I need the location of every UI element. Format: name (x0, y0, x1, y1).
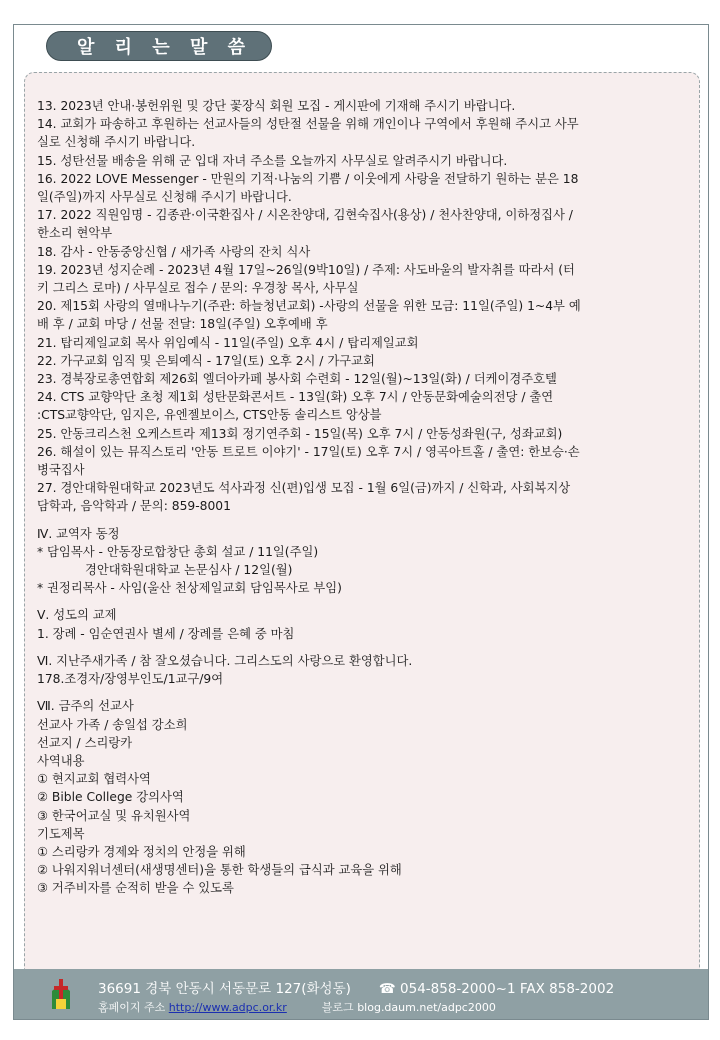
notice-line: 27. 경안대학원대학교 2023년도 석사과정 신(편)입생 모집 - 1월 6일(금)까지 / 신학과, 사회복지상 (37, 481, 571, 496)
notice-line: 20. 제15회 사랑의 열매나누기(주관: 하늘청년교회) -사랑의 선물을 위한 모금: 11일(주일) 1~4부 예 (37, 299, 581, 314)
homepage-link[interactable]: http://www.adpc.or.kr (168, 1001, 287, 1014)
notice-line: 18. 감사 - 안동중앙신협 / 새가족 사랑의 잔치 식사 (37, 244, 311, 259)
list-item: 178.조경자/장영부인도/1교구/9여 (37, 672, 224, 687)
notice-line: :CTS교향악단, 임지은, 유엔젤보이스, CTS안동 솔리스트 앙상블 (37, 408, 382, 423)
section-heading: Ⅵ. 지난주새가족 / 참 잘오셨습니다. 그리스도의 사랑으로 환영합니다. (37, 653, 413, 668)
page-title: 알 리 는 말 씀 (46, 31, 272, 61)
notice-line: 병국집사 (37, 463, 85, 478)
telephone-icon: ☎ (378, 981, 396, 997)
list-item: ③ 거주비자를 순적히 받을 수 있도록 (37, 881, 234, 896)
section-missionary (37, 697, 687, 897)
notice-line: 실로 신청해 주시기 바랍니다. (37, 135, 196, 150)
footer-address-line (98, 977, 614, 997)
notice-line: 16. 2022 LOVE Messenger - 만원의 기적·나눔의 기쁨 / 이웃에게 사랑을 전달하기 원하는 분은 18 (37, 171, 579, 186)
list-item: 기도제목 (37, 826, 85, 841)
section-heading: Ⅳ. 교역자 동정 (37, 526, 120, 541)
list-item: 1. 장례 - 임순연권사 별세 / 장례를 은혜 중 마침 (37, 626, 295, 641)
list-item: 선교지 / 스리랑카 (37, 735, 133, 750)
notice-line: 26. 해설이 있는 뮤직스토리 '안동 트로트 이야기' - 17일(토) 오후 7시 / 영곡아트홀 / 출연: 한보승·손 (37, 444, 580, 459)
phone-text: 054-858-2000~1 FAX 858-2002 (400, 981, 615, 997)
list-item: 선교사 가족 / 송일섭 강소희 (37, 717, 188, 732)
notice-list (37, 97, 687, 516)
notice-line: 13. 2023년 안내·봉헌위원 및 강단 꽃장식 회원 모집 - 게시판에 기재해 주시기 바랍니다. (37, 99, 516, 113)
notice-line: 17. 2022 직원임명 - 김종관·이국환집사 / 시온찬양대, 김현숙집사(용상) / 천사찬양대, 이하정집사 / (37, 208, 573, 223)
section-heading: Ⅴ. 성도의 교제 (37, 608, 117, 623)
bulletin-page (13, 24, 709, 1020)
footer-links-line (98, 999, 496, 1015)
notice-line: 21. 탑리제일교회 목사 위임예식 - 11일(주일) 오후 4시 / 탑리제일교회 (37, 335, 419, 350)
notice-line: 15. 성탄선물 배송을 위해 군 입대 자녀 주소를 오늘까지 사무실로 알려주시기 바랍니다. (37, 153, 508, 168)
notice-line: 19. 2023년 성지순례 - 2023년 4월 17일~26일(9박10일) / 주제: 사도바울의 발자취를 따라서 (터 (37, 262, 575, 277)
homepage-label: 홈페이지 주소 (98, 1001, 166, 1014)
notice-box (24, 72, 700, 984)
notice-line: 일(주일)까지 사무실로 신청해 주시기 바랍니다. (37, 190, 292, 205)
notice-line: 25. 안동크리스천 오케스트라 제13회 정기연주회 - 15일(목) 오후 7시 / 안동성좌원(구, 성좌교회) (37, 426, 563, 441)
section-clergy-news (37, 525, 687, 598)
church-cross-logo-icon (48, 977, 74, 1011)
footer (14, 969, 708, 1019)
list-item: ② 나워지워너센터(새생명센터)을 통한 학생들의 급식과 교육을 위해 (37, 863, 402, 878)
notice-line: 23. 경북장로총연합회 제26회 엘더아카페 봉사회 수련회 - 12일(월)~13일(화) / 더케이경주호텔 (37, 372, 557, 387)
notice-line: 키 그리스 로마) / 사무실로 접수 / 문의: 우경창 목사, 사무실 (37, 281, 359, 296)
list-item: * 담임목사 - 안동장로합창단 총회 설교 / 11일(주일) (37, 544, 319, 559)
list-item: ② Bible College 강의사역 (37, 790, 184, 805)
address-text: 36691 경북 안동시 서동문로 127(화성동) (98, 981, 351, 997)
section-fellowship (37, 606, 687, 642)
list-item: 경안대학원대학교 논문심사 / 12일(월) (85, 563, 293, 578)
notice-line: 한소리 현악부 (37, 226, 113, 241)
notice-line: 담학과, 음악학과 / 문의: 859-8001 (37, 499, 231, 514)
notice-line: 배 후 / 교회 마당 / 선물 전달: 18일(주일) 오후예배 후 (37, 317, 328, 332)
section-new-family (37, 652, 687, 688)
blog-url: blog.daum.net/adpc2000 (357, 1001, 496, 1014)
list-item: ① 스리랑카 경제와 정치의 안정을 위해 (37, 844, 246, 859)
notice-line: 24. CTS 교향악단 초청 제1회 성탄문화콘서트 - 13일(화) 오후 7시 / 안동문화예술의전당 / 출연 (37, 390, 554, 405)
list-item: * 권정리목사 - 사임(울산 천상제일교회 담임목사로 부임) (37, 581, 342, 596)
list-item: 사역내용 (37, 753, 85, 768)
notice-line: 14. 교회가 파송하고 후원하는 선교사들의 성탄절 선물을 위해 개인이나 구역에서 후원해 주시고 사무 (37, 117, 579, 132)
list-item: ① 현지교회 협력사역 (37, 772, 151, 787)
notice-line: 22. 가구교회 임직 및 은퇴예식 - 17일(토) 오후 2시 / 가구교회 (37, 353, 375, 368)
section-heading: Ⅶ. 금주의 선교사 (37, 699, 134, 714)
blog-label: 블로그 (321, 1001, 354, 1014)
list-item: ③ 한국어교실 및 유치원사역 (37, 808, 191, 823)
